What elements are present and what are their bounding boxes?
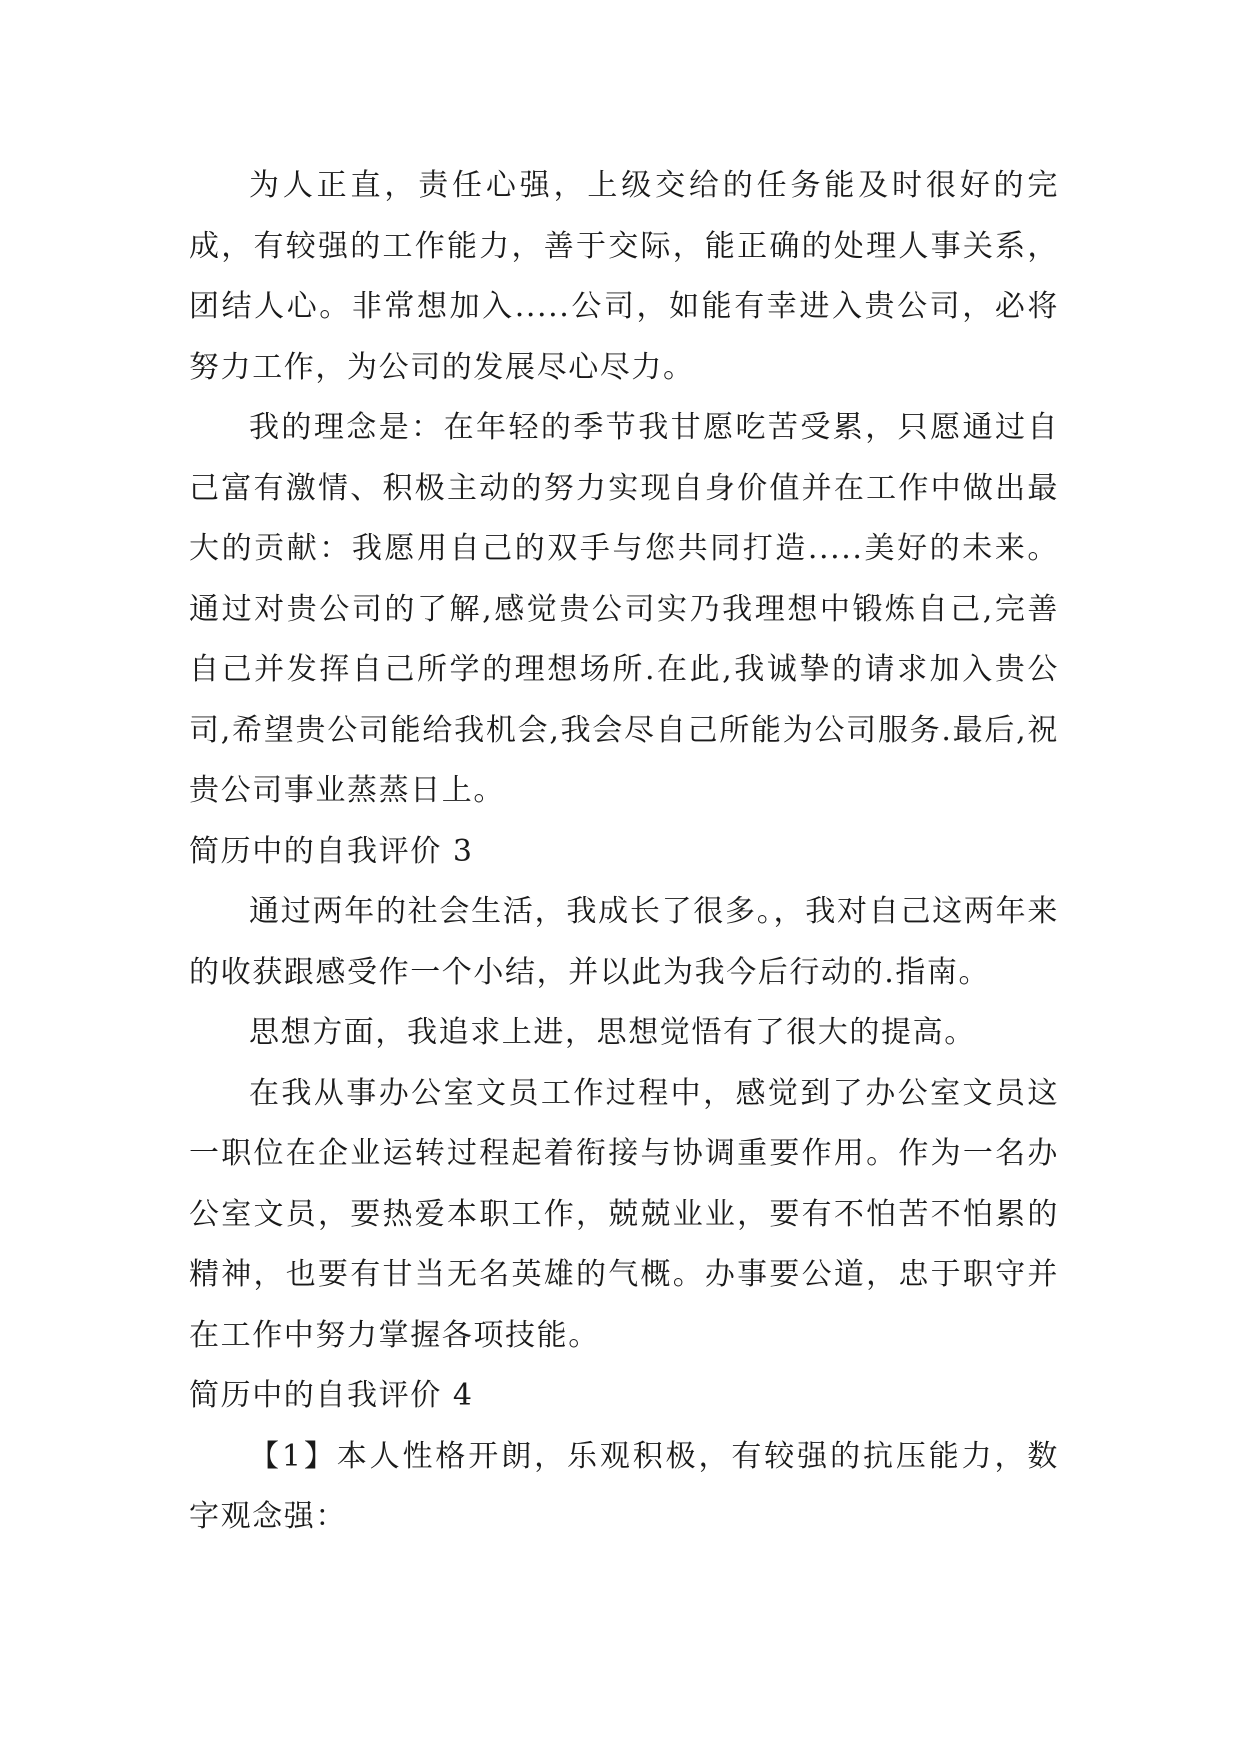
section-heading-4: 简历中的自我评价 4 bbox=[189, 1378, 474, 1413]
section-heading-3: 简历中的自我评价 3 bbox=[189, 833, 474, 869]
paragraph-office-clerk: 在我从事办公室文员工作过程中，感觉到了办公室文员这一职位在企业运转过程起着衔接与协调重要作用。作为一名办公室文员，要热爱本职工作，兢兢业业，要有不怕苦不怕累的精神，也要有甘当无名英雄的气概。办事要公道，忠于职守并在工作中努力掌握各项技能。 bbox=[189, 1075, 1059, 1353]
paragraph-two-years: 通过两年的社会生活，我成长了很多。，我对自己这两年来的收获跟感受作一个小结，并以此为我今后行动的.指南。 bbox=[189, 894, 1059, 990]
paragraph-philosophy: 我的理念是：在年轻的季节我甘愿吃苦受累，只愿通过自己富有激情、积极主动的努力实现自身价值并在工作中做出最大的贡献：我愿用自己的双手与您共同打造.....美好的未来。 通过对贵公司的了解,感觉贵公司实乃我理想中锻炼自己,完善自己并发挥自己所学的理想场所.在此,我诚挚的请求加入贵公司,希望贵公司能给我机会,我会尽自己所能为公司服务.最后,祝贵公司事业蒸蒸日上。 bbox=[189, 410, 1059, 808]
paragraph-thoughts: 思想方面，我追求上进，思想觉悟有了很大的提高。 bbox=[249, 1015, 976, 1050]
document-body bbox=[189, 156, 1059, 1548]
paragraph-integrity: 为人正直，责任心强，上级交给的任务能及时很好的完成，有较强的工作能力，善于交际，能正确的处理人事关系，团结人心。非常想加入.....公司，如能有幸进入贵公司，必将努力工作，为公司的发展尽心尽力。 bbox=[189, 168, 1059, 385]
paragraph-personality: 【1】本人性格开朗，乐观积极，有较强的抗压能力，数字观念强： bbox=[189, 1438, 1059, 1534]
